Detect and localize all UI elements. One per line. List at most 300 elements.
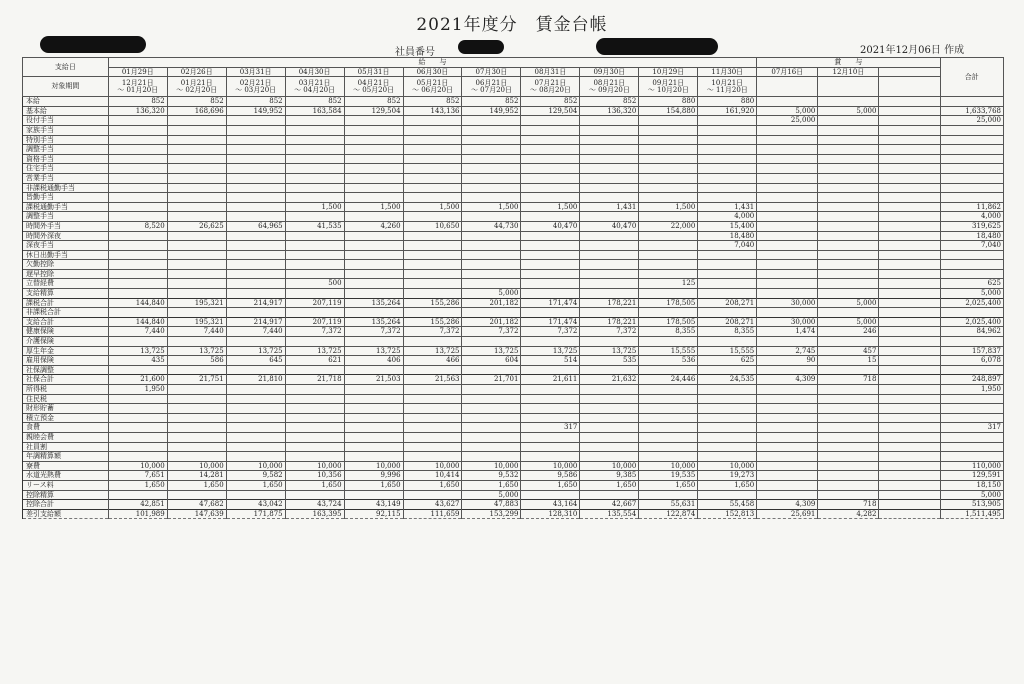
salary-value: 43,042 — [226, 500, 285, 510]
bonus-value — [818, 250, 879, 260]
salary-value — [521, 269, 580, 279]
salary-value: 852 — [403, 97, 462, 107]
empty-cell — [879, 413, 940, 423]
salary-value: 1,650 — [521, 480, 580, 490]
empty-cell — [879, 289, 940, 299]
salary-value — [285, 231, 344, 241]
bonus-value — [757, 385, 818, 395]
row-total — [940, 404, 1003, 414]
row-total: 84,962 — [940, 327, 1003, 337]
salary-value — [226, 241, 285, 251]
empty-cell — [879, 241, 940, 251]
salary-value — [108, 490, 167, 500]
salary-value: 8,520 — [108, 221, 167, 231]
row-label: 非課税合計 — [23, 308, 109, 318]
bonus-value — [757, 490, 818, 500]
bonus-value — [818, 442, 879, 452]
period-end: ～ 04月20日 — [294, 85, 336, 94]
salary-value: 7,440 — [108, 327, 167, 337]
empty-cell — [879, 77, 940, 97]
salary-value: 136,320 — [108, 106, 167, 116]
salary-value — [285, 442, 344, 452]
salary-value: 1,500 — [521, 202, 580, 212]
salary-value — [167, 145, 226, 155]
salary-value — [521, 337, 580, 347]
salary-value: 880 — [639, 97, 698, 107]
period-start: 01月21日 — [180, 78, 213, 87]
salary-value — [226, 452, 285, 462]
bonus-value — [818, 135, 879, 145]
empty-cell — [879, 202, 940, 212]
salary-value — [344, 241, 403, 251]
salary-value — [698, 250, 757, 260]
period-end: ～ 05月20日 — [353, 85, 395, 94]
salary-value — [639, 212, 698, 222]
salary-date: 09月30日 — [580, 67, 639, 77]
bonus-value — [757, 97, 818, 107]
table-row — [23, 106, 1004, 116]
row-label: 立替経費 — [23, 279, 109, 289]
salary-value — [403, 231, 462, 241]
bonus-value — [757, 413, 818, 423]
salary-value — [462, 173, 521, 183]
table-row — [23, 509, 1004, 519]
bonus-value: 718 — [818, 500, 879, 510]
salary-value — [285, 250, 344, 260]
salary-value — [226, 423, 285, 433]
salary-value — [639, 365, 698, 375]
salary-value — [344, 145, 403, 155]
empty-cell — [879, 106, 940, 116]
bonus-value — [818, 452, 879, 462]
row-total: 5,000 — [940, 490, 1003, 500]
salary-value — [344, 183, 403, 193]
salary-value — [521, 231, 580, 241]
salary-value — [403, 413, 462, 423]
salary-value — [285, 385, 344, 395]
bonus-value — [818, 221, 879, 231]
salary-value — [167, 164, 226, 174]
salary-value: 8,355 — [639, 327, 698, 337]
bonus-value: 90 — [757, 356, 818, 366]
salary-value — [167, 250, 226, 260]
salary-value — [403, 183, 462, 193]
salary-value — [108, 125, 167, 135]
row-total: 110,000 — [940, 461, 1003, 471]
salary-value — [462, 212, 521, 222]
salary-value — [521, 164, 580, 174]
table-row — [23, 231, 1004, 241]
salary-value — [462, 413, 521, 423]
salary-value — [167, 365, 226, 375]
salary-value — [285, 308, 344, 318]
salary-value — [639, 135, 698, 145]
salary-value: 852 — [167, 97, 226, 107]
period-end: ～ 09月20日 — [588, 85, 630, 94]
salary-value — [108, 289, 167, 299]
salary-value: 1,500 — [403, 202, 462, 212]
salary-date: 05月31日 — [344, 67, 403, 77]
salary-value: 1,650 — [344, 480, 403, 490]
bonus-value — [757, 173, 818, 183]
salary-value — [639, 289, 698, 299]
bonus-value — [818, 480, 879, 490]
bonus-value — [757, 221, 818, 231]
salary-value — [167, 308, 226, 318]
salary-value: 9,385 — [580, 471, 639, 481]
bonus-value — [757, 260, 818, 270]
salary-value: 10,000 — [698, 461, 757, 471]
salary-value — [462, 241, 521, 251]
salary-value — [344, 404, 403, 414]
row-total — [940, 452, 1003, 462]
salary-value — [344, 423, 403, 433]
bonus-value — [818, 173, 879, 183]
salary-value — [580, 154, 639, 164]
row-label: 財形貯蓄 — [23, 404, 109, 414]
bonus-value — [818, 212, 879, 222]
salary-value: 21,718 — [285, 375, 344, 385]
salary-value — [403, 154, 462, 164]
salary-value — [403, 337, 462, 347]
period-start: 04月21日 — [357, 78, 390, 87]
salary-value — [285, 337, 344, 347]
salary-value — [403, 135, 462, 145]
salary-value: 4,000 — [698, 212, 757, 222]
table-row — [23, 404, 1004, 414]
bonus-value — [818, 154, 879, 164]
salary-period — [639, 77, 698, 97]
row-total — [940, 337, 1003, 347]
salary-value — [698, 116, 757, 126]
salary-value: 21,701 — [462, 375, 521, 385]
salary-value — [226, 269, 285, 279]
salary-value — [580, 250, 639, 260]
salary-value — [639, 260, 698, 270]
salary-value: 207,119 — [285, 317, 344, 327]
row-total: 248,897 — [940, 375, 1003, 385]
empty-cell — [879, 279, 940, 289]
salary-value — [226, 490, 285, 500]
row-total — [940, 308, 1003, 318]
salary-value: 15,555 — [698, 346, 757, 356]
row-label: 食費 — [23, 423, 109, 433]
bonus-value: 4,309 — [757, 375, 818, 385]
bonus-value — [757, 231, 818, 241]
bonus-value — [818, 337, 879, 347]
salary-value: 1,650 — [167, 480, 226, 490]
salary-value — [108, 413, 167, 423]
salary-value — [167, 154, 226, 164]
table-row — [23, 298, 1004, 308]
table-row — [23, 289, 1004, 299]
salary-value — [344, 432, 403, 442]
empty-cell — [879, 317, 940, 327]
salary-value — [462, 154, 521, 164]
row-label: 雇用保険 — [23, 356, 109, 366]
salary-value — [639, 385, 698, 395]
salary-value — [108, 279, 167, 289]
salary-value — [698, 337, 757, 347]
salary-value: 21,563 — [403, 375, 462, 385]
row-total: 6,078 — [940, 356, 1003, 366]
salary-value — [698, 173, 757, 183]
salary-value — [285, 432, 344, 442]
salary-value: 852 — [285, 97, 344, 107]
salary-value — [344, 308, 403, 318]
salary-value — [698, 452, 757, 462]
bonus-value: 457 — [818, 346, 879, 356]
salary-value: 13,725 — [344, 346, 403, 356]
salary-value: 7,372 — [580, 327, 639, 337]
salary-value: 14,281 — [167, 471, 226, 481]
row-total — [940, 413, 1003, 423]
empty-cell — [879, 250, 940, 260]
bonus-value — [818, 125, 879, 135]
salary-value: 13,725 — [403, 346, 462, 356]
salary-value: 13,725 — [462, 346, 521, 356]
salary-value — [344, 193, 403, 203]
salary-value — [462, 432, 521, 442]
salary-value — [226, 116, 285, 126]
salary-value — [167, 432, 226, 442]
salary-value — [108, 173, 167, 183]
empty-cell — [879, 298, 940, 308]
salary-value: 10,000 — [226, 461, 285, 471]
salary-value — [108, 269, 167, 279]
salary-value — [698, 145, 757, 155]
row-total — [940, 183, 1003, 193]
salary-value — [344, 135, 403, 145]
row-total: 1,633,768 — [940, 106, 1003, 116]
bonus-value: 5,000 — [818, 298, 879, 308]
salary-value — [108, 231, 167, 241]
salary-value: 195,321 — [167, 298, 226, 308]
salary-value — [698, 183, 757, 193]
row-total — [940, 394, 1003, 404]
salary-value: 5,000 — [462, 289, 521, 299]
salary-value — [698, 432, 757, 442]
bonus-value — [818, 183, 879, 193]
row-label: 特別手当 — [23, 135, 109, 145]
bonus-value — [818, 164, 879, 174]
bonus-value — [757, 308, 818, 318]
salary-value — [639, 125, 698, 135]
salary-value — [226, 154, 285, 164]
salary-value — [580, 173, 639, 183]
salary-value — [521, 183, 580, 193]
salary-value — [285, 183, 344, 193]
salary-value: 13,725 — [167, 346, 226, 356]
row-label: 控除精算 — [23, 490, 109, 500]
table-row — [23, 308, 1004, 318]
row-total: 625 — [940, 279, 1003, 289]
salary-value — [698, 404, 757, 414]
bonus-value: 25,691 — [757, 509, 818, 519]
salary-value: 214,917 — [226, 317, 285, 327]
empty-cell — [879, 346, 940, 356]
salary-value — [285, 135, 344, 145]
bonus-value — [818, 241, 879, 251]
salary-value — [521, 404, 580, 414]
row-total: 5,000 — [940, 289, 1003, 299]
salary-value: 852 — [580, 97, 639, 107]
salary-period — [698, 77, 757, 97]
bonus-value — [818, 490, 879, 500]
bonus-value — [757, 154, 818, 164]
bonus-value — [818, 413, 879, 423]
row-total: 2,025,400 — [940, 317, 1003, 327]
salary-value: 149,952 — [226, 106, 285, 116]
salary-value: 40,470 — [580, 221, 639, 231]
salary-value — [108, 394, 167, 404]
row-total: 319,625 — [940, 221, 1003, 231]
salary-value: 135,264 — [344, 317, 403, 327]
salary-date: 08月31日 — [521, 67, 580, 77]
document-title: 2021年度分 賃金台帳 — [416, 15, 608, 35]
salary-value: 24,535 — [698, 375, 757, 385]
bonus-value — [818, 116, 879, 126]
salary-value — [403, 260, 462, 270]
salary-value — [167, 202, 226, 212]
salary-value: 125 — [639, 279, 698, 289]
salary-value — [285, 365, 344, 375]
salary-value — [580, 490, 639, 500]
salary-value: 168,696 — [167, 106, 226, 116]
salary-value — [344, 394, 403, 404]
salary-value — [226, 279, 285, 289]
salary-value: 178,505 — [639, 317, 698, 327]
salary-value: 19,273 — [698, 471, 757, 481]
salary-value — [167, 125, 226, 135]
empty-cell — [879, 337, 940, 347]
salary-value — [639, 394, 698, 404]
period-end: ～ 01月20日 — [117, 85, 159, 94]
bonus-group-header: 賞 与 — [757, 58, 940, 68]
row-total: 25,000 — [940, 116, 1003, 126]
salary-value — [462, 404, 521, 414]
salary-value — [285, 173, 344, 183]
salary-value — [580, 404, 639, 414]
salary-value: 10,000 — [108, 461, 167, 471]
salary-value — [226, 308, 285, 318]
salary-value — [580, 442, 639, 452]
salary-value: 128,310 — [521, 509, 580, 519]
salary-value: 43,627 — [403, 500, 462, 510]
row-label: 課税通勤手当 — [23, 202, 109, 212]
row-label: 本給 — [23, 97, 109, 107]
salary-value: 13,725 — [521, 346, 580, 356]
salary-value: 47,682 — [167, 500, 226, 510]
salary-value — [580, 413, 639, 423]
salary-value: 7,372 — [344, 327, 403, 337]
salary-value: 645 — [226, 356, 285, 366]
bonus-value — [818, 308, 879, 318]
row-label: 介護保険 — [23, 337, 109, 347]
salary-value — [344, 164, 403, 174]
salary-value — [639, 183, 698, 193]
salary-value — [344, 212, 403, 222]
salary-value: 1,950 — [108, 385, 167, 395]
salary-value — [167, 394, 226, 404]
salary-value — [344, 116, 403, 126]
salary-value: 111,659 — [403, 509, 462, 519]
salary-value — [462, 269, 521, 279]
salary-value: 43,724 — [285, 500, 344, 510]
table-row — [23, 480, 1004, 490]
salary-value: 21,810 — [226, 375, 285, 385]
period-start: 08月21日 — [593, 78, 626, 87]
salary-value — [344, 289, 403, 299]
salary-value — [580, 432, 639, 442]
salary-value — [226, 202, 285, 212]
salary-value — [698, 365, 757, 375]
salary-value — [344, 490, 403, 500]
table-row — [23, 423, 1004, 433]
row-label: 厚生年金 — [23, 346, 109, 356]
total-header: 合計 — [940, 58, 1003, 97]
row-label: 資格手当 — [23, 154, 109, 164]
salary-value — [580, 193, 639, 203]
salary-value: 149,952 — [462, 106, 521, 116]
salary-value — [108, 452, 167, 462]
row-label: 課税合計 — [23, 298, 109, 308]
salary-value — [167, 231, 226, 241]
salary-value: 43,149 — [344, 500, 403, 510]
row-total: 7,040 — [940, 241, 1003, 251]
salary-value — [403, 365, 462, 375]
period-end: ～ 03月20日 — [235, 85, 277, 94]
bonus-value — [818, 432, 879, 442]
salary-value — [403, 173, 462, 183]
salary-value — [226, 413, 285, 423]
salary-value: 7,372 — [521, 327, 580, 337]
salary-value — [108, 308, 167, 318]
salary-value: 7,372 — [462, 327, 521, 337]
salary-value: 9,996 — [344, 471, 403, 481]
row-label: 差引支給額 — [23, 509, 109, 519]
salary-value: 1,650 — [108, 480, 167, 490]
salary-date: 03月31日 — [226, 67, 285, 77]
salary-value — [226, 260, 285, 270]
salary-value: 21,751 — [167, 375, 226, 385]
salary-value: 153,299 — [462, 509, 521, 519]
bonus-value — [757, 145, 818, 155]
salary-value — [344, 173, 403, 183]
period-start: 03月21日 — [298, 78, 331, 87]
period-start: 07月21日 — [534, 78, 567, 87]
salary-value — [462, 145, 521, 155]
salary-value — [285, 116, 344, 126]
salary-value: 4,260 — [344, 221, 403, 231]
salary-date: 04月30日 — [285, 67, 344, 77]
salary-value: 135,554 — [580, 509, 639, 519]
salary-value: 152,813 — [698, 509, 757, 519]
salary-value — [639, 116, 698, 126]
salary-value — [462, 423, 521, 433]
salary-value — [167, 404, 226, 414]
empty-cell — [879, 385, 940, 395]
salary-value — [403, 394, 462, 404]
salary-value: 1,650 — [403, 480, 462, 490]
empty-cell — [879, 145, 940, 155]
salary-period — [167, 77, 226, 97]
row-total: 1,950 — [940, 385, 1003, 395]
row-total: 11,862 — [940, 202, 1003, 212]
salary-value: 21,503 — [344, 375, 403, 385]
empty-cell — [879, 212, 940, 222]
bonus-value — [818, 423, 879, 433]
